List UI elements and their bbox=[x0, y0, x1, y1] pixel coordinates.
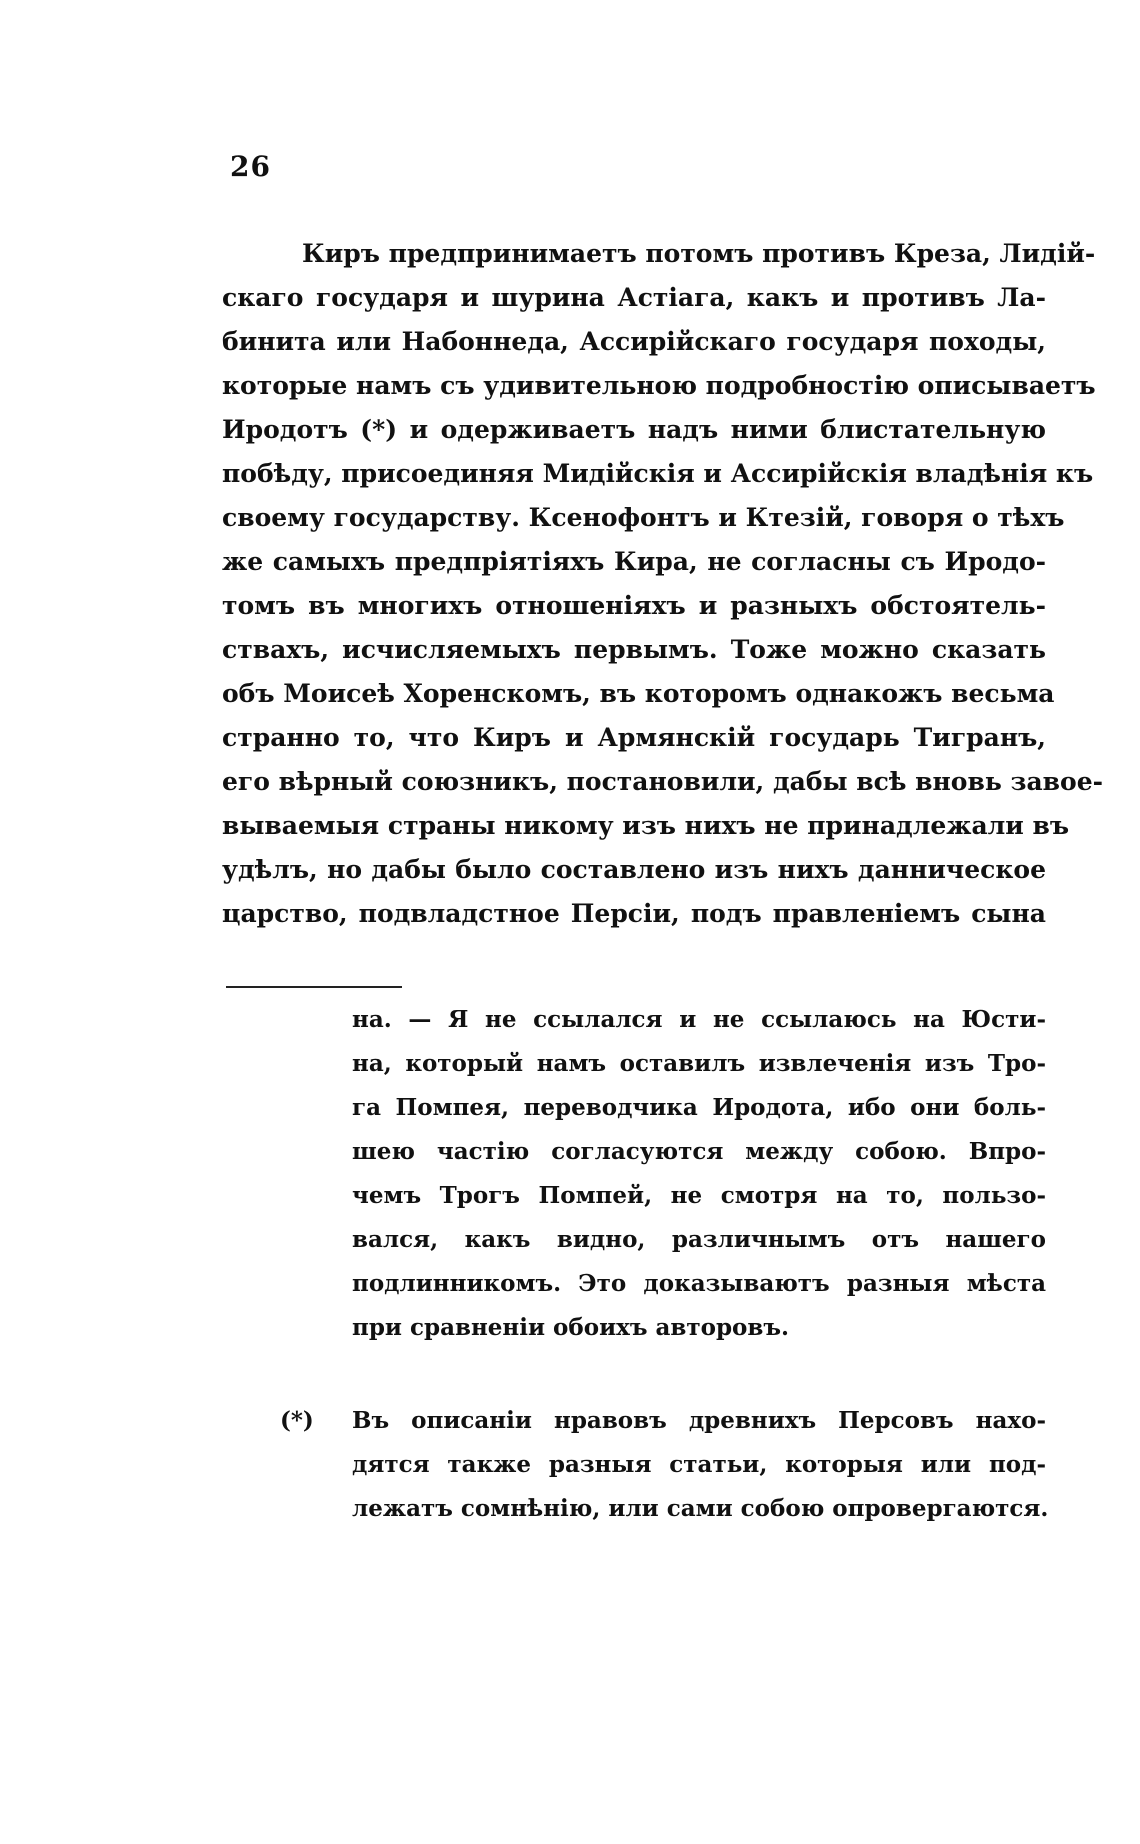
footnote-line: лежатъ сомнѣнію, или сами собою опровергаются. bbox=[352, 1495, 1049, 1522]
footnote-line: дятся также разныя статьи, которыя или под- bbox=[352, 1451, 1046, 1478]
text-line: томъ въ многихъ отношеніяхъ и разныхъ обстоятель- bbox=[222, 591, 1046, 620]
footnote-line: га Помпея, переводчика Иродота, ибо они боль- bbox=[352, 1094, 1046, 1121]
footnote-marker: (*) bbox=[280, 1407, 314, 1434]
footnote-line: на. — Я не ссылался и не ссылаюсь на Юсти- bbox=[352, 1006, 1046, 1033]
text-line: бинита или Набоннеда, Ассирійскаго государя походы, bbox=[222, 327, 1046, 356]
text-line: его вѣрный союзникъ, постановили, дабы всѣ вновь завое- bbox=[222, 767, 1103, 796]
footnote-line: на, который намъ оставилъ извлеченія изъ Тро- bbox=[352, 1050, 1046, 1077]
footnote-line: вался, какъ видно, различнымъ отъ нашего bbox=[352, 1226, 1046, 1253]
text-line: же самыхъ предпріятіяхъ Кира, не согласны съ Иродо- bbox=[222, 547, 1046, 576]
footnote-line: при сравненіи обоихъ авторовъ. bbox=[352, 1314, 790, 1341]
text-line: которые намъ съ удивительною подробностію описываетъ bbox=[222, 371, 1096, 400]
text-line: вываемыя страны никому изъ нихъ не принадлежали въ bbox=[222, 811, 1070, 840]
text-line: Киръ предпринимаетъ потомъ противъ Креза, Лидій- bbox=[302, 239, 1096, 268]
footnote-line: Въ описаніи нравовъ древнихъ Персовъ нахо- bbox=[352, 1407, 1046, 1434]
footnote-star bbox=[280, 1399, 1049, 1531]
footnote-line: шею частію согласуются между собою. Впро- bbox=[352, 1138, 1046, 1165]
page-number: 26 bbox=[230, 150, 271, 183]
footnote-star-first-row bbox=[280, 1399, 1046, 1443]
text-line: ствахъ, исчисляемыхъ первымъ. Тоже можно сказать bbox=[222, 635, 1046, 664]
text-line: странно то, что Киръ и Армянскій государь Тигранъ, bbox=[222, 723, 1046, 752]
text-line: удѣлъ, но дабы было составлено изъ нихъ данническое bbox=[222, 855, 1046, 884]
footnote-line: подлинникомъ. Это доказываютъ разныя мѣста bbox=[352, 1270, 1046, 1297]
footnote-star-continuation bbox=[280, 1443, 1049, 1531]
footnote-divider bbox=[226, 986, 402, 988]
text-line: Иродотъ (*) и одерживаетъ надъ ними блистательную bbox=[222, 415, 1046, 444]
text-line: своему государству. Ксенофонтъ и Ктезій, говоря о тѣхъ bbox=[222, 503, 1065, 532]
text-line: царство, подвладстное Персіи, подъ правленіемъ сына bbox=[222, 899, 1046, 928]
text-line: скаго государя и шурина Астіага, какъ и противъ Ла- bbox=[222, 283, 1046, 312]
main-text-block bbox=[222, 232, 1103, 936]
text-line: объ Моисеѣ Хоренскомъ, въ которомъ однакожъ весьма bbox=[222, 679, 1055, 708]
footnote-continuation bbox=[352, 998, 1046, 1350]
footnote-line: чемъ Трогъ Помпей, не смотря на то, пользо- bbox=[352, 1182, 1046, 1209]
text-line: побѣду, присоединяя Мидійскія и Ассирійскія владѣнія къ bbox=[222, 459, 1094, 488]
